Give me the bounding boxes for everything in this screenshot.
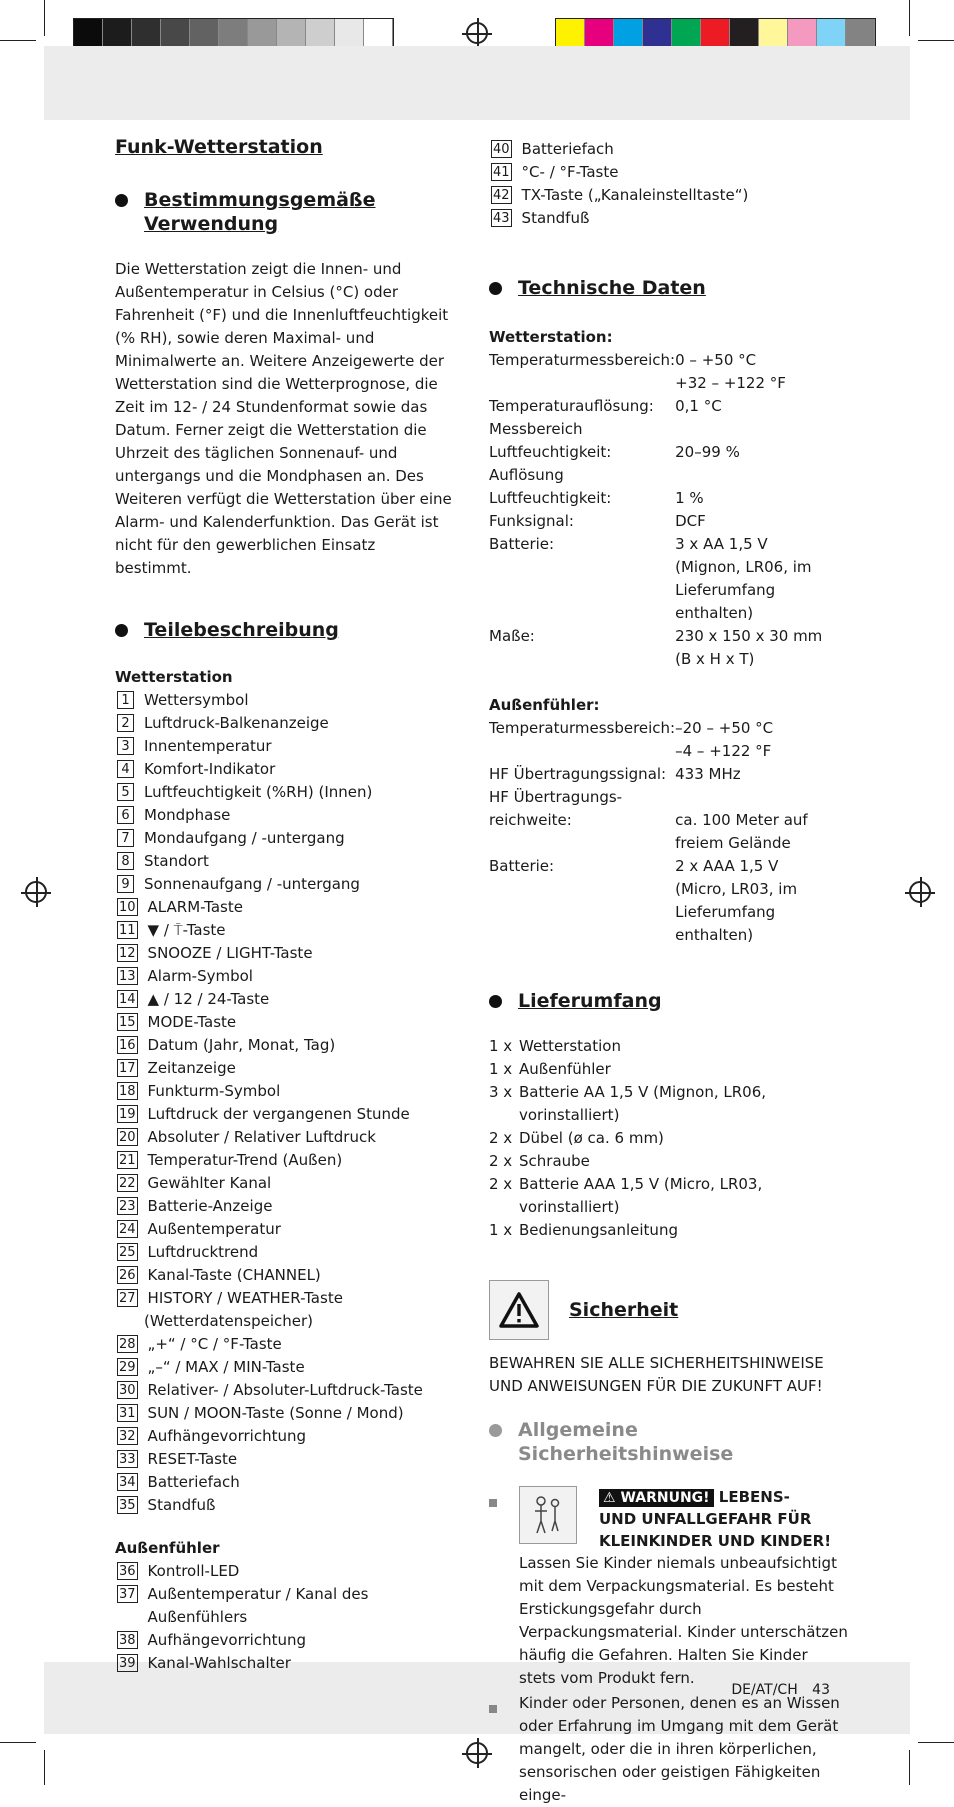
part-list-item — [115, 1218, 455, 1241]
spec-row — [489, 901, 849, 947]
crop-mark — [44, 0, 45, 36]
part-label: Standfuß — [147, 1496, 216, 1514]
scope-quantity: 3 x — [489, 1083, 513, 1101]
spec-key: Luftfeuchtigkeit: — [489, 489, 612, 507]
scope-quantity: 1 x — [489, 1060, 513, 1078]
part-list-item — [115, 919, 455, 942]
scope-label: Bedienungsanleitung — [519, 1221, 678, 1239]
crop-mark — [918, 40, 954, 41]
spec-key: Temperaturmessbereich: — [489, 351, 676, 369]
color-swatch — [219, 19, 248, 47]
spec-key — [489, 556, 675, 579]
scope-quantity: 1 x — [489, 1221, 513, 1239]
spec-key: Funksignal: — [489, 512, 574, 530]
part-label: Wettersymbol — [144, 691, 249, 709]
crop-mark — [909, 1750, 910, 1785]
color-swatch — [846, 19, 875, 47]
spec-row — [489, 579, 849, 625]
header-band — [44, 46, 910, 120]
color-swatch — [132, 19, 161, 47]
spec-row — [489, 487, 849, 510]
part-list-item — [489, 207, 849, 230]
section-heading-tech: Technische Daten — [489, 276, 849, 300]
section-heading-safety: Sicherheit — [569, 1298, 679, 1321]
part-list-item — [115, 735, 455, 758]
spec-row — [489, 372, 849, 395]
part-list-item — [115, 1333, 455, 1356]
spec-value: 433 MHz — [675, 765, 741, 783]
part-number: 1 — [117, 691, 134, 709]
part-list-item — [115, 1195, 455, 1218]
part-list-item — [115, 1494, 455, 1517]
sensor-parts-list — [115, 1560, 455, 1675]
spec-value: Lieferumfang enthalten) — [675, 581, 776, 622]
part-number: 9 — [117, 875, 134, 893]
part-label: Außentemperatur — [147, 1220, 281, 1238]
spec-value: (B x H x T) — [675, 650, 755, 668]
spec-value: 3 x AA 1,5 V — [675, 535, 768, 553]
registration-mark-icon — [466, 22, 488, 44]
part-list-item — [115, 1126, 455, 1149]
color-swatch — [74, 19, 103, 47]
part-number: 19 — [119, 1107, 136, 1122]
spec-row — [489, 510, 849, 533]
spec-key: Messbereich — [489, 420, 583, 438]
part-label: Funkturm-Symbol — [147, 1082, 281, 1100]
part-list-item — [115, 1629, 455, 1652]
part-number: 32 — [119, 1429, 136, 1444]
scope-item — [489, 1081, 849, 1127]
part-label: Mondaufgang / -untergang — [144, 829, 345, 847]
registration-mark-icon — [466, 1742, 488, 1764]
spec-value: 1 % — [675, 489, 704, 507]
part-label: Batteriefach — [521, 140, 614, 158]
part-label: Aufhängevorrichtung — [147, 1427, 307, 1445]
part-number: 28 — [119, 1337, 136, 1352]
spec-row — [489, 832, 849, 855]
scope-quantity: 1 x — [489, 1037, 513, 1055]
part-label: SUN / MOON-Taste (Sonne / Mond) — [147, 1404, 404, 1422]
spec-row — [489, 786, 849, 809]
part-list-item — [115, 712, 455, 735]
spec-row — [489, 418, 849, 441]
part-label: Alarm-Symbol — [147, 967, 253, 985]
spec-row — [489, 349, 849, 372]
safety-intro: BEWAHREN SIE ALLE SICHERHEITSHINWEISE UND ANWEISUNGEN FÜR DIE ZUKUNFT AUF! — [489, 1354, 824, 1395]
part-number: 42 — [493, 188, 510, 203]
part-number: 15 — [119, 1015, 136, 1030]
parts-sensor-title: Außenfühler — [115, 1539, 220, 1557]
part-list-item — [489, 184, 849, 207]
right-column — [489, 138, 849, 1807]
part-label: Zeitanzeige — [147, 1059, 236, 1077]
part-label: Außentemperatur / Kanal des Außenfühlers — [147, 1585, 369, 1626]
spec-value: +32 – +122 °F — [675, 374, 786, 392]
spec-value — [675, 464, 849, 487]
part-label: Luftdruck der vergangenen Stunde — [147, 1105, 410, 1123]
part-number: 25 — [119, 1245, 136, 1260]
part-number: 39 — [119, 1656, 136, 1671]
spec-key: Batterie: — [489, 535, 555, 553]
part-label: Luftdruck-Balkenanzeige — [144, 714, 329, 732]
part-list-item — [115, 1241, 455, 1264]
part-number: 33 — [119, 1452, 136, 1467]
tech-station-table — [489, 349, 849, 671]
spec-value: ca. 100 Meter auf — [675, 811, 808, 829]
spec-key: Maße: — [489, 627, 535, 645]
left-column — [115, 130, 455, 1675]
spec-key: Temperaturmessbereich: — [489, 719, 676, 737]
warning-badge: ⚠ WARNUNG! — [599, 1489, 714, 1507]
spec-value: –4 – +122 °F — [675, 742, 772, 760]
part-list-item — [115, 1149, 455, 1172]
spec-value: 20–99 % — [675, 443, 740, 461]
part-list-item — [115, 804, 455, 827]
spec-value — [675, 418, 849, 441]
color-swatch — [277, 19, 306, 47]
part-list-item — [115, 1379, 455, 1402]
part-number: 35 — [119, 1498, 136, 1513]
part-label: Kanal-Wahlschalter — [147, 1654, 291, 1672]
color-swatch — [817, 19, 846, 47]
spec-value — [675, 786, 849, 809]
tech-station-title: Wetterstation: — [489, 328, 613, 346]
color-swatch — [161, 19, 190, 47]
part-number: 18 — [119, 1084, 136, 1099]
part-label: Batteriefach — [147, 1473, 240, 1491]
part-label: Absoluter / Relativer Luftdruck — [147, 1128, 376, 1146]
part-label: °C- / °F-Taste — [521, 163, 619, 181]
spec-row — [489, 763, 849, 786]
part-number: 21 — [119, 1153, 136, 1168]
part-number: 41 — [493, 165, 510, 180]
part-number: 3 — [117, 737, 134, 755]
part-list-item — [115, 1011, 455, 1034]
color-swatch — [585, 19, 614, 47]
tech-sensor-title: Außenfühler: — [489, 696, 600, 714]
scope-item — [489, 1173, 849, 1219]
part-label: Aufhängevorrichtung — [147, 1631, 307, 1649]
part-number: 10 — [119, 900, 136, 915]
part-number: 38 — [119, 1633, 136, 1648]
spec-row — [489, 717, 849, 740]
part-label: Kanal-Taste (CHANNEL) — [147, 1266, 321, 1284]
spec-row — [489, 648, 849, 671]
part-list-item — [115, 1103, 455, 1126]
part-list-item — [489, 161, 849, 184]
part-label: Standfuß — [521, 209, 590, 227]
warning-triangle-icon — [489, 1280, 549, 1340]
part-number: 4 — [117, 760, 134, 778]
section-heading-general-safety: Allgemeine Sicherheitshinweise — [489, 1418, 849, 1466]
part-label: (Wetterdatenspeicher) — [144, 1312, 313, 1330]
scope-list — [489, 1035, 849, 1242]
part-number: 13 — [119, 969, 136, 984]
spec-key: Luftfeuchtigkeit: — [489, 443, 612, 461]
spec-key — [489, 579, 675, 625]
crop-mark — [918, 1742, 954, 1743]
part-list-item — [115, 827, 455, 850]
part-list-item — [115, 758, 455, 781]
scope-label: Außenfühler — [519, 1060, 611, 1078]
part-label: Komfort-Indikator — [144, 760, 276, 778]
safety-header — [489, 1280, 849, 1340]
part-list-item — [115, 1425, 455, 1448]
part-number: 7 — [117, 829, 134, 847]
part-label: Standort — [144, 852, 209, 870]
part-label: Sonnenaufgang / -untergang — [144, 875, 360, 893]
spec-row — [489, 441, 849, 464]
part-list-item — [115, 1448, 455, 1471]
part-number: 2 — [117, 714, 134, 732]
spec-value: (Micro, LR03, im — [675, 880, 798, 898]
spec-row — [489, 395, 849, 418]
scope-item — [489, 1127, 849, 1150]
part-number: 27 — [119, 1291, 136, 1306]
spec-key — [489, 832, 675, 855]
part-label: ▲ / 12 / 24-Taste — [147, 990, 270, 1008]
part-list-item — [115, 1080, 455, 1103]
section-heading-scope: Lieferumfang — [489, 989, 849, 1013]
spec-row — [489, 855, 849, 878]
color-swatch — [103, 19, 132, 47]
warning-title-2: UND UNFALLGEFAHR FÜR — [599, 1510, 812, 1528]
warning-title-1: LEBENS- — [718, 1488, 790, 1506]
scope-item — [489, 1058, 849, 1081]
station-parts-list — [115, 689, 455, 1517]
spec-key — [489, 878, 675, 901]
part-list-item — [115, 988, 455, 1011]
document-title: Funk-Wetterstation — [115, 136, 323, 158]
color-swatch — [190, 19, 219, 47]
crop-mark — [0, 1742, 36, 1743]
part-list-item — [115, 1057, 455, 1080]
safety-bullet-2: Kinder oder Personen, denen es an Wissen oder Erfahrung im Umgang mit dem Gerät mangelt, oder die in ihren körperlichen, sensorischen oder geistigen Fähigkeiten einge- — [519, 1694, 840, 1804]
part-label: RESET-Taste — [147, 1450, 238, 1468]
part-label: TX-Taste („Kanaleinstelltaste“) — [521, 186, 749, 204]
scope-item — [489, 1219, 849, 1242]
spec-value: 2 x AAA 1,5 V — [675, 857, 779, 875]
scope-label: Dübel (ø ca. 6 mm) — [519, 1129, 664, 1147]
part-list-item — [115, 1402, 455, 1425]
part-number: 26 — [119, 1268, 136, 1283]
part-list-item — [115, 873, 455, 896]
part-label: Luftdrucktrend — [147, 1243, 259, 1261]
part-number: 37 — [119, 1587, 136, 1602]
part-list-item — [115, 1652, 455, 1675]
color-swatch — [364, 19, 393, 47]
part-number: 43 — [493, 211, 510, 226]
part-number: 11 — [119, 923, 136, 938]
spec-key: HF Übertragungs- — [489, 788, 623, 806]
spec-row — [489, 464, 849, 487]
spec-value: Lieferumfang enthalten) — [675, 903, 776, 944]
part-label: ▼ / ⍑-Taste — [147, 921, 226, 939]
part-label: HISTORY / WEATHER-Taste — [147, 1289, 343, 1307]
scope-label: Wetterstation — [519, 1037, 621, 1055]
part-list-item — [115, 1471, 455, 1494]
part-list-item — [115, 1034, 455, 1057]
section-heading-usage: Bestimmungsgemäße Verwendung — [115, 188, 404, 236]
part-list-item — [115, 1356, 455, 1379]
scope-label: Batterie AA 1,5 V (Mignon, LR06, vorinstalliert) — [519, 1083, 767, 1124]
spec-key — [489, 372, 675, 395]
part-number: 12 — [119, 946, 136, 961]
part-list-item — [115, 1264, 455, 1287]
warning-title-3: KLEINKINDER UND KINDER! — [599, 1532, 832, 1550]
part-number: 24 — [119, 1222, 136, 1237]
spec-row — [489, 556, 849, 579]
spec-value: 0 – +50 °C — [675, 351, 757, 369]
spec-key — [489, 648, 675, 671]
part-number: 16 — [119, 1038, 136, 1053]
spec-key: Temperaturauflösung: — [489, 397, 654, 415]
color-swatch — [701, 19, 730, 47]
crop-mark — [909, 0, 910, 36]
color-swatch — [248, 19, 277, 47]
part-list-item — [489, 138, 849, 161]
warning-item — [489, 1486, 849, 1690]
color-swatch — [643, 19, 672, 47]
registration-mark-icon — [25, 881, 47, 903]
part-label: Gewählter Kanal — [147, 1174, 272, 1192]
spec-row — [489, 809, 849, 832]
part-number: 36 — [119, 1564, 136, 1579]
spec-row — [489, 740, 849, 763]
sensor-parts-list-continued — [489, 138, 849, 230]
spec-key: HF Übertragungssignal: — [489, 765, 667, 783]
part-list-item — [115, 1583, 455, 1629]
part-label: ALARM-Taste — [147, 898, 243, 916]
color-swatch — [335, 19, 364, 47]
part-list-item — [115, 965, 455, 988]
part-number: 34 — [119, 1475, 136, 1490]
scope-label: Schraube — [519, 1152, 590, 1170]
part-list-item — [115, 689, 455, 712]
footer-countries: DE/AT/CH — [731, 1682, 798, 1698]
part-list-item — [115, 850, 455, 873]
part-list-item — [115, 1560, 455, 1583]
part-label: Mondphase — [144, 806, 231, 824]
part-number: 8 — [117, 852, 134, 870]
color-swatch — [556, 19, 585, 47]
spec-value: –20 – +50 °C — [675, 719, 774, 737]
safety-item — [489, 1692, 849, 1807]
part-list-item — [115, 1310, 455, 1333]
crop-mark — [44, 1750, 45, 1785]
part-label: Temperatur-Trend (Außen) — [147, 1151, 343, 1169]
scope-item — [489, 1035, 849, 1058]
crop-mark — [0, 40, 36, 41]
part-list-item — [115, 942, 455, 965]
color-control-bar — [555, 18, 876, 48]
spec-key: Batterie: — [489, 857, 555, 875]
parts-station-title: Wetterstation — [115, 668, 233, 686]
color-swatch — [788, 19, 817, 47]
part-number: 22 — [119, 1176, 136, 1191]
child-warning-icon — [519, 1486, 577, 1544]
spec-value: (Mignon, LR06, im — [675, 558, 812, 576]
spec-key: reichweite: — [489, 811, 572, 829]
part-list-item — [115, 896, 455, 919]
part-number: 14 — [119, 992, 136, 1007]
part-number: 31 — [119, 1406, 136, 1421]
part-number: 29 — [119, 1360, 136, 1375]
color-swatch — [306, 19, 335, 47]
bullet-icon — [489, 1705, 497, 1713]
part-label: Innentemperatur — [144, 737, 272, 755]
scope-label: Batterie AAA 1,5 V (Micro, LR03, vorinstalliert) — [519, 1175, 763, 1216]
part-label: Datum (Jahr, Monat, Tag) — [147, 1036, 336, 1054]
scope-quantity: 2 x — [489, 1175, 513, 1193]
color-swatch — [614, 19, 643, 47]
spec-value: 0,1 °C — [675, 397, 722, 415]
color-swatch — [730, 19, 759, 47]
part-label: SNOOZE / LIGHT-Taste — [147, 944, 313, 962]
spec-value: 230 x 150 x 30 mm — [675, 627, 823, 645]
scope-quantity: 2 x — [489, 1129, 513, 1147]
tech-sensor-table — [489, 717, 849, 947]
grayscale-color-bar — [73, 18, 394, 48]
part-number: 20 — [119, 1130, 136, 1145]
part-number: 30 — [119, 1383, 136, 1398]
part-label: Relativer- / Absoluter-Luftdruck-Taste — [147, 1381, 423, 1399]
part-list-item — [115, 1172, 455, 1195]
color-swatch — [759, 19, 788, 47]
part-number: 40 — [493, 142, 510, 157]
part-number: 17 — [119, 1061, 136, 1076]
part-label: „–“ / MAX / MIN-Taste — [147, 1358, 305, 1376]
part-label: Luftfeuchtigkeit (%RH) (Innen) — [144, 783, 373, 801]
warning-body: Lassen Sie Kinder niemals unbeaufsichtigt mit dem Verpackungsmaterial. Es besteht Erstickungsgefahr durch Verpackungsmaterial. Kinder unterschätzen häufig die Gefahren. Halten Sie Kinder stets vom Produkt fern. — [519, 1554, 848, 1687]
usage-paragraph: Die Wetterstation zeigt die Innen- und Außentemperatur in Celsius (°C) oder Fahrenheit (°F) und die Innenluftfeuchtigkeit (% RH), sowie deren Maximal- und Minimalwerte an. Weitere Anzeigewerte der Wetterstation sind die Wetterprognose, die Zeit im 12- / 24 Stundenformat sowie das Datum. Ferner zeigt die Wetterstation die Uhrzeit des täglichen Sonnenauf- und untergangs und die Mondphasen an. Des Weiteren verfügt die Wetterstation über eine Alarm- und Kalenderfunktion. Das Gerät ist nicht für den gewerblichen Einsatz bestimmt. — [115, 260, 452, 577]
registration-mark-icon — [909, 881, 931, 903]
part-number: 5 — [117, 783, 134, 801]
spec-key — [489, 901, 675, 947]
part-list-item — [115, 781, 455, 804]
page-number: 43 — [812, 1682, 830, 1698]
part-label: MODE-Taste — [147, 1013, 237, 1031]
spec-key — [489, 740, 675, 763]
scope-quantity: 2 x — [489, 1152, 513, 1170]
spec-row — [489, 625, 849, 648]
spec-row — [489, 533, 849, 556]
part-label: Batterie-Anzeige — [147, 1197, 273, 1215]
scope-item — [489, 1150, 849, 1173]
spec-row — [489, 878, 849, 901]
part-number: 23 — [119, 1199, 136, 1214]
bullet-icon — [489, 1499, 497, 1507]
part-number: 6 — [117, 806, 134, 824]
part-label: „+“ / °C / °F-Taste — [147, 1335, 282, 1353]
spec-key: Auflösung — [489, 466, 564, 484]
color-swatch — [672, 19, 701, 47]
section-heading-parts: Teilebeschreibung — [115, 618, 455, 642]
part-label: Kontroll-LED — [147, 1562, 240, 1580]
spec-value: freiem Gelände — [675, 834, 791, 852]
spec-value: DCF — [675, 512, 706, 530]
part-list-item — [115, 1287, 455, 1310]
